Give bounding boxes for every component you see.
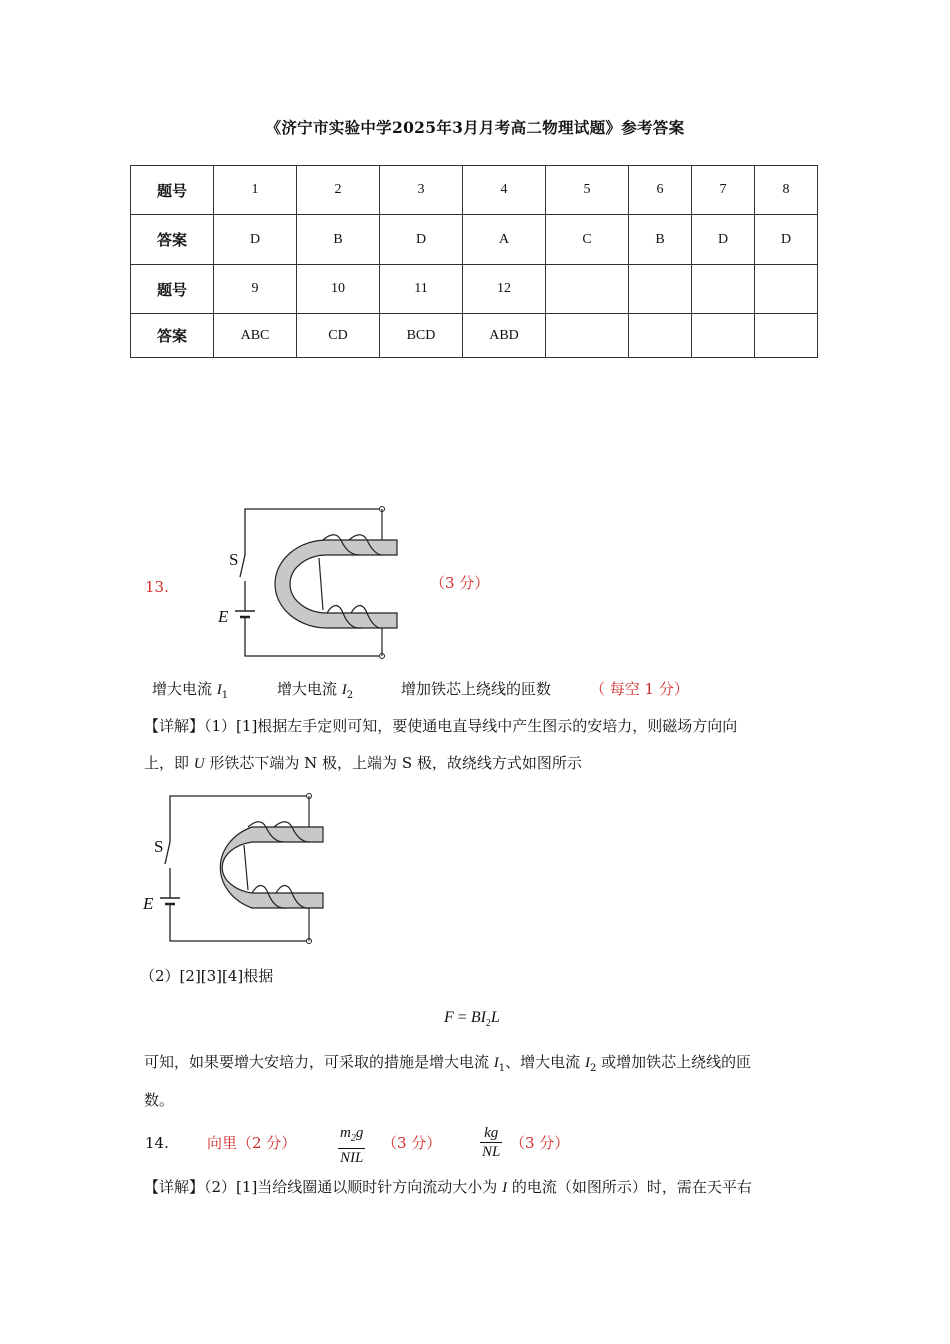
- q14-score-3: （3 分）: [510, 1134, 570, 1152]
- q13-detail-line-2: 上，即 U 形铁芯下端为 N 极，上端为 S 极，故绕线方式如图所示: [144, 754, 582, 772]
- table-row: [131, 215, 818, 265]
- table-cell: D: [214, 215, 297, 265]
- table-cell: 7: [692, 166, 755, 215]
- table-cell: [692, 265, 755, 314]
- row-header: 答案: [131, 215, 214, 265]
- table-cell: D: [380, 215, 463, 265]
- coil-link: [244, 845, 248, 890]
- table-cell: 2: [297, 166, 380, 215]
- table-cell: ABC: [214, 314, 297, 358]
- table-cell: 3: [380, 166, 463, 215]
- table-cell: B: [629, 215, 692, 265]
- page-title: 《济宁市实验中学2025年3月月考高二物理试题》参考答案: [265, 118, 685, 137]
- table-cell: 1: [214, 166, 297, 215]
- q14-fraction-1: $\frac{m_2g}{\text{NIL}}$: [340, 1125, 364, 1166]
- q14-score-2: （3 分）: [382, 1134, 442, 1152]
- table-cell: D: [755, 215, 818, 265]
- table-cell: [755, 265, 818, 314]
- table-cell: ABD: [463, 314, 546, 358]
- q14-fraction-2: $\frac{kg}{NL}$: [482, 1125, 501, 1160]
- q14-answer-1: 向里（2 分）: [207, 1134, 297, 1152]
- label-e: E: [143, 894, 154, 913]
- table-cell: 10: [297, 265, 380, 314]
- q13-conclusion-line-1: 可知，如果要增大安培力，可采取的措施是增大电流 $I_1$、增大电流 $I_2$ 或增加铁芯上绕线的匝: [144, 1053, 752, 1074]
- q13-fill-1: 增大电流 $I_1$: [152, 680, 229, 701]
- switch-blade: [240, 555, 245, 577]
- table-cell: 8: [755, 166, 818, 215]
- circuit-diagram-2: [140, 790, 325, 952]
- table-cell: [755, 314, 818, 358]
- table-cell: [629, 265, 692, 314]
- label-s: S: [229, 550, 239, 569]
- table-cell: 11: [380, 265, 463, 314]
- q13-conclusion-line-2: 数。: [144, 1091, 175, 1109]
- q13-detail-line-1: 【详解】（1）[1]根据左手定则可知，要使通电直导线中产生图示的安培力，则磁场方向向: [144, 717, 738, 735]
- table-cell: 9: [214, 265, 297, 314]
- circuit-diagram-1: [215, 503, 400, 665]
- table-cell: CD: [297, 314, 380, 358]
- q13-fill-3: 增加铁芯上绕线的匝数: [401, 680, 552, 698]
- table-cell: C: [546, 215, 629, 265]
- table-cell: 6: [629, 166, 692, 215]
- row-header: 题号: [131, 265, 214, 314]
- q13-fill-2: 增大电流 $I_2$: [277, 680, 354, 701]
- switch-blade: [165, 842, 170, 864]
- u-core: [275, 540, 397, 628]
- wire-bottom: [170, 904, 309, 941]
- row-header: 答案: [131, 314, 214, 358]
- q13-fill-score: （ 每空 1 分）: [590, 680, 689, 698]
- table-cell: BCD: [380, 314, 463, 358]
- row-header: 题号: [131, 166, 214, 215]
- table-cell: D: [692, 215, 755, 265]
- q14-number: 14.: [145, 1134, 169, 1152]
- table-cell: [692, 314, 755, 358]
- label-e: E: [218, 607, 229, 626]
- q14-detail: 【详解】（2）[1]当给线圈通以顺时针方向流动大小为 I 的电流（如图所示）时，需在天平右: [144, 1178, 752, 1196]
- table-cell: 5: [546, 166, 629, 215]
- q13-score: （3 分）: [430, 574, 490, 592]
- table-cell: [546, 314, 629, 358]
- table-cell: A: [463, 215, 546, 265]
- table-cell: 12: [463, 265, 546, 314]
- table-cell: 4: [463, 166, 546, 215]
- table-row: [131, 314, 818, 358]
- table-cell: [546, 265, 629, 314]
- q13-number: 13.: [145, 578, 169, 596]
- q13-detail-2: （2）[2][3][4]根据: [140, 967, 274, 985]
- u-core: [220, 827, 323, 908]
- label-s: S: [154, 837, 164, 856]
- table-cell: [629, 314, 692, 358]
- answer-table: [130, 165, 818, 358]
- coil-link: [319, 558, 323, 610]
- table-cell: B: [297, 215, 380, 265]
- table-row: [131, 265, 818, 314]
- formula: $F = BI_2L$: [444, 1009, 500, 1030]
- table-row: [131, 166, 818, 215]
